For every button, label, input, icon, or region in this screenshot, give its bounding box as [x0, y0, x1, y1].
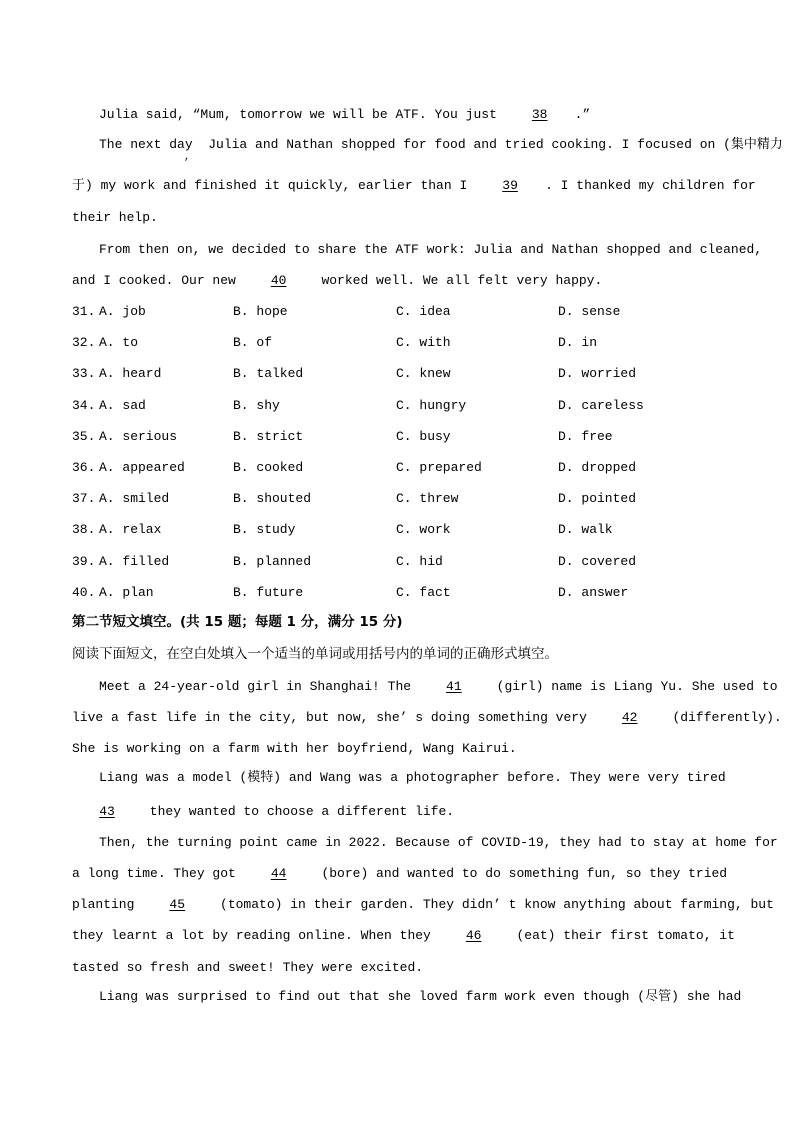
text-line [72, 928, 735, 944]
text-segment: they learnt a lot by reading online. When they [72, 928, 439, 943]
text-segment: (tomato) in their garden. They didn’ t know anything about farming, but [212, 897, 774, 912]
question-number: 39. [72, 553, 96, 569]
option-c[interactable]: C. prepared [396, 460, 482, 475]
option-b[interactable]: B. of [233, 335, 273, 351]
option-a[interactable]: A. heard [99, 366, 162, 382]
text-line [99, 107, 590, 123]
question-number: 34. [72, 397, 96, 413]
text-line [99, 137, 783, 153]
text-segment: 于) my work and finished it quickly, earlier than I [72, 178, 476, 193]
option-a[interactable]: A. plan [99, 584, 154, 600]
question-number: 37. [72, 491, 96, 507]
text-line [99, 770, 726, 786]
option-a[interactable]: A. smiled [99, 491, 170, 507]
text-segment: Then, the turning point came in 2022. Because of COVID-19, they had to stay at home for [99, 835, 778, 850]
text-segment: . I thanked my children for [545, 178, 756, 193]
section-heading: 第二节短文填空。(共 15 题；每题 1 分，满分 15 分) [72, 614, 403, 630]
text-segment: a long time. They got [72, 866, 244, 881]
answer-blank-38[interactable]: 38 [531, 107, 548, 122]
text-segment: (eat) their first tomato, it [508, 928, 735, 943]
text-line [72, 960, 423, 976]
answer-blank-43[interactable]: 43 [99, 804, 115, 819]
option-c[interactable]: C. hid [396, 553, 443, 569]
option-d[interactable]: D. walk [558, 522, 613, 538]
question-number: 32. [72, 335, 96, 351]
text-line [72, 710, 782, 726]
question-number: 38. [72, 522, 96, 538]
text-segment: they wanted to choose a different life. [142, 804, 455, 819]
answer-blank-45[interactable]: 45 [169, 897, 186, 912]
text-segment: From then on, we decided to share the ATF work: Julia and Nathan shopped and cleaned, [99, 242, 763, 257]
text-segment: tasted so fresh and sweet! They were excited. [72, 960, 424, 975]
answer-blank-41[interactable]: 41 [446, 679, 462, 694]
text-line [72, 210, 158, 226]
option-d[interactable]: D. worried [558, 366, 637, 382]
text-segment: Liang was surprised to find out that she loved farm work even though (尽管) she had [99, 989, 742, 1004]
option-a[interactable]: A. relax [99, 522, 162, 538]
option-c[interactable]: C. work [396, 522, 451, 538]
option-d[interactable]: D. answer [558, 584, 629, 600]
text-segment: She is working on a farm with her boyfriend, Wang Kairui. [72, 741, 517, 756]
option-b[interactable]: B. talked [233, 366, 304, 382]
text-segment: .” [574, 107, 591, 122]
option-d[interactable]: D. sense [558, 304, 621, 319]
answer-blank-42[interactable]: 42 [621, 710, 638, 725]
text-line [99, 242, 762, 258]
option-d[interactable]: D. pointed [558, 491, 637, 507]
option-b[interactable]: B. cooked [233, 460, 304, 475]
answer-blank-44[interactable]: 44 [270, 866, 287, 881]
text-segment: live a fast life in the city, but now, she’ s doing something very [72, 710, 595, 725]
option-a[interactable]: A. sad [99, 397, 146, 413]
text-segment: and I cooked. Our new [72, 273, 244, 288]
option-a[interactable]: A. filled [99, 553, 170, 569]
answer-blank-39[interactable]: 39 [502, 178, 518, 193]
option-d[interactable]: D. in [558, 335, 598, 351]
option-d[interactable]: D. careless [558, 397, 644, 413]
text-segment: The next day Julia and Nathan shopped for food and tried cooking. I focused on (集中精力 [99, 137, 783, 152]
option-c[interactable]: C. threw [396, 491, 459, 507]
answer-blank-46[interactable]: 46 [465, 928, 482, 943]
option-b[interactable]: B. hope [233, 304, 288, 319]
text-segment: (differently). [664, 710, 782, 725]
answer-blank-40[interactable]: 40 [270, 273, 287, 288]
question-number: 31. [72, 304, 96, 319]
option-b[interactable]: B. planned [233, 553, 312, 569]
stray-comma: , [184, 152, 191, 163]
question-number: 36. [72, 460, 96, 475]
text-segment: (bore) and wanted to do something fun, so they tried [313, 866, 728, 881]
text-line [72, 273, 602, 289]
text-segment: worked well. We all felt very happy. [313, 273, 603, 288]
text-line [99, 679, 778, 695]
question-number: 40. [72, 584, 96, 600]
option-c[interactable]: C. knew [396, 366, 451, 382]
text-segment: Liang was a model (模特) and Wang was a photographer before. They were very tired [99, 770, 726, 785]
option-c[interactable]: C. hungry [396, 397, 467, 413]
option-c[interactable]: C. busy [396, 428, 451, 444]
option-d[interactable]: D. covered [558, 553, 637, 569]
option-b[interactable]: B. study [233, 522, 296, 538]
text-segment: Meet a 24-year-old girl in Shanghai! The [99, 679, 419, 694]
text-segment: (girl) name is Liang Yu. She used to [488, 679, 778, 694]
text-segment: their help. [72, 210, 158, 225]
text-line [99, 835, 778, 851]
text-line [72, 178, 756, 194]
option-d[interactable]: D. free [558, 428, 613, 444]
question-number: 33. [72, 366, 96, 382]
question-number: 35. [72, 428, 96, 444]
text-line [72, 804, 454, 820]
option-b[interactable]: B. strict [233, 428, 304, 444]
option-d[interactable]: D. dropped [558, 460, 637, 475]
option-a[interactable]: A. serious [99, 428, 178, 444]
text-line [72, 897, 774, 913]
option-b[interactable]: B. future [233, 584, 304, 600]
text-line [72, 866, 727, 882]
option-a[interactable]: A. to [99, 335, 139, 351]
option-b[interactable]: B. shy [233, 397, 280, 413]
option-c[interactable]: C. fact [396, 584, 451, 600]
option-b[interactable]: B. shouted [233, 491, 312, 507]
option-c[interactable]: C. with [396, 335, 451, 351]
text-segment: planting [72, 897, 143, 912]
text-line [99, 989, 741, 1005]
option-c[interactable]: C. idea [396, 304, 451, 319]
option-a[interactable]: A. job [99, 304, 146, 319]
option-a[interactable]: A. appeared [99, 460, 185, 475]
section-instruction: 阅读下面短文，在空白处填入一个适当的单词或用括号内的单词的正确形式填空。 [72, 646, 558, 662]
text-segment: Julia said, “Mum, tomorrow we will be ATF. You just [99, 107, 505, 122]
text-line [72, 741, 517, 757]
